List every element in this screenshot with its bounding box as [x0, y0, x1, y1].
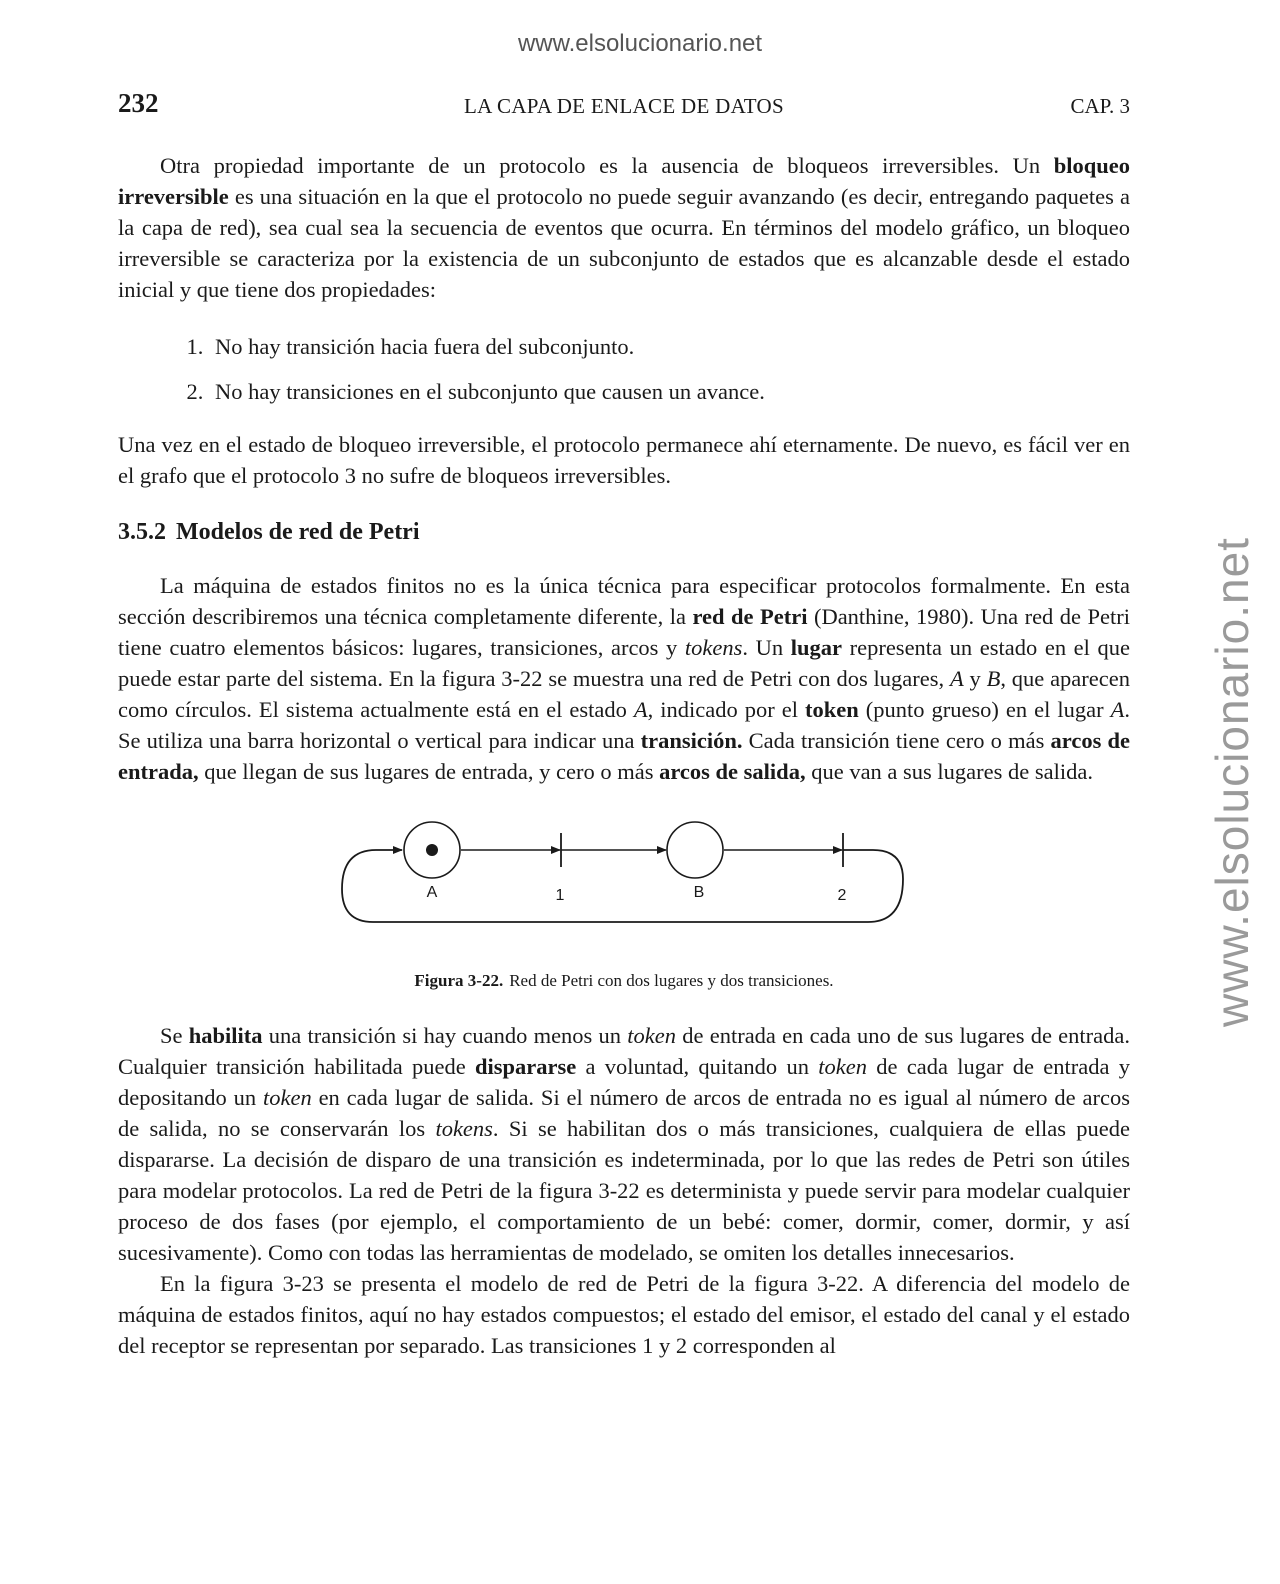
paragraph-deadlock: Otra propiedad importante de un protocolo es la ausencia de bloqueos irreversibles. Un bloqueo irreversible es una situación en la que el protocolo no puede seguir avanzando (es decir, entregando paquetes a la capa de red), sea cual sea la secuencia de eventos que ocurra. En términos del modelo gráfico, un bloqueo irreversible se caracteriza por la existencia de un subconjunto de estados que es alcanzable desde el estado inicial y que tiene dos propiedades: — [118, 153, 1130, 302]
properties-list — [118, 331, 1130, 407]
watermark-side: www.elsolucionario.net — [1206, 537, 1258, 1027]
paragraph-deadlock-conclusion: Una vez en el estado de bloqueo irreversible, el protocolo permanece ahí eternamente. De nuevo, es fácil ver en el grafo que el protocolo 3 no sufre de bloqueos irreversibles. — [118, 432, 1130, 488]
caption-text: Red de Petri con dos lugares y dos transiciones. — [509, 971, 834, 990]
paragraph-petri-intro: La máquina de estados finitos no es la única técnica para especificar protocolos formalmente. En esta sección describiremos una técnica completamente diferente, la red de Petri (Danthine, 1980). Una red de Petri tiene cuatro elementos básicos: lugares, transiciones, arcos y tokens. Un lugar representa un estado en el que puede estar parte del sistema. En la figura 3-22 se muestra una red de Petri con dos lugares, A y B, que aparecen como círculos. El sistema actualmente está en el estado A, indicado por el token (punto grueso) en el lugar A. Se utiliza una barra horizontal o vertical para indicar una transición. Cada transición tiene cero o más arcos de entrada, que llegan de sus lugares de entrada, y cero o más arcos de salida, que van a sus lugares de salida. — [118, 573, 1131, 784]
label-place-b: B — [693, 884, 705, 901]
list-item: 2. No hay transiciones en el subconjunto que causen un avance. — [209, 376, 1130, 407]
label-place-a: A — [426, 884, 438, 901]
label-transition-1: 1 — [555, 887, 565, 904]
paragraph-figure-3-23: En la figura 3-23 se presenta el modelo de red de Petri de la figura 3-22. A diferencia del modelo de máquina de estados finitos, aquí no hay estados compuestos; el estado del emisor, el estado del canal y el estado del receptor se representan por separado. Las transiciones 1 y 2 corresponden al — [118, 1271, 1130, 1358]
section-heading — [118, 517, 1130, 548]
figure-3-22 — [118, 819, 1130, 994]
page-body — [118, 150, 1130, 1361]
page-number: 232 — [118, 88, 159, 118]
page-header — [118, 88, 1130, 128]
place-b — [667, 822, 723, 878]
section-number: 3.5.2 — [118, 519, 166, 545]
petri-net-diagram — [338, 819, 908, 929]
section-title: Modelos de red de Petri — [176, 519, 420, 545]
term-bloqueo-irreversible: bloqueo irreversible — [118, 153, 1130, 209]
caption-label: Figura 3-22. — [414, 971, 504, 990]
figure-caption — [118, 965, 1130, 996]
label-transition-2: 2 — [837, 887, 847, 904]
running-title: LA CAPA DE ENLACE DE DATOS — [464, 94, 784, 118]
token-dot — [426, 844, 438, 856]
list-item: 1. No hay transición hacia fuera del subconjunto. — [209, 331, 1130, 362]
watermark-top: www.elsolucionario.net — [517, 30, 763, 57]
chapter-label: CAP. 3 — [1070, 94, 1130, 118]
paragraph-enabling: Se habilita una transición si hay cuando menos un token de entrada en cada uno de sus lugares de entrada. Cualquier transición habilitada puede dispararse a voluntad, quitando un token de cada lugar de entrada y depositando un token en cada lugar de salida. Si el número de arcos de entrada no es igual al número de arcos de salida, no se conservarán los tokens. Si se habilitan dos o más transiciones, cualquiera de ellas puede dispararse. La decisión de disparo de una transición es indeterminada, por lo que las redes de Petri son útiles para modelar protocolos. La red de Petri de la figura 3-22 es determinista y puede servir para modelar cualquier proceso de dos fases (por ejemplo, el comportamiento de un bebé: comer, dormir, comer, dormir, y así sucesivamente). Como con todas las herramientas de modelado, se omiten los detalles innecesarios. — [118, 1023, 1130, 1265]
